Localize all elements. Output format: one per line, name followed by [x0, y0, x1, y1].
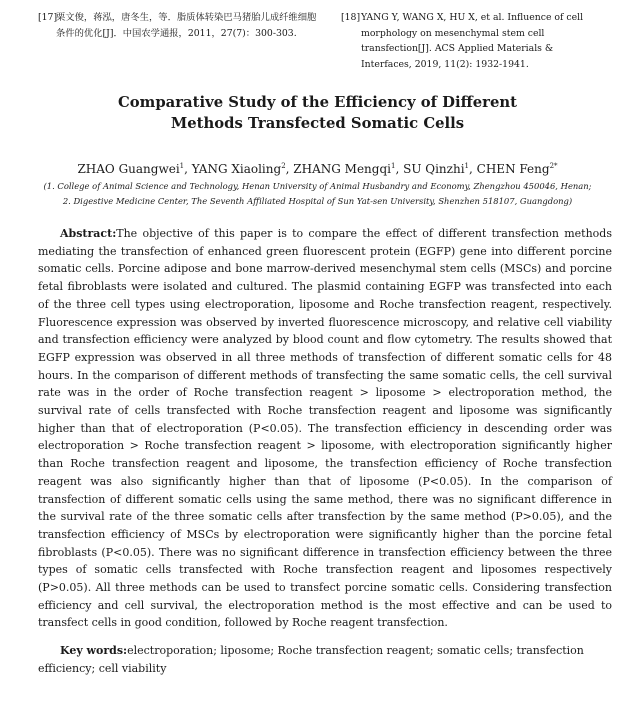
- keywords-label: Key words:: [60, 644, 128, 657]
- reference-number: [17]: [38, 12, 58, 23]
- author: ZHANG Mengqi$^1$: [293, 162, 396, 176]
- affiliation-1: (1. College of Animal Science and Technology, Henan University of Animal Husbandry and Economy, Zhengzhou 450046, Henan;: [43, 181, 592, 191]
- title-line-2: Methods Transfected Somatic Cells: [170, 115, 465, 132]
- author: YANG Xiaoling$^2$: [191, 162, 286, 176]
- reference-text: 栗文俊，蒋泓，唐冬生，等．脂质体转染巴马猪胎儿成纤维细胞条件的优化[J]．中国农学通报，2011，27(7)：300-303.: [56, 12, 317, 39]
- keywords-text: electroporation; liposome; Roche transfection reagent; somatic cells; transfection efficiency; cell viability: [38, 644, 584, 675]
- abstract-label: Abstract:: [60, 227, 117, 240]
- title-line-1: Comparative Study of the Efficiency of Different: [118, 94, 517, 111]
- affiliation-2: 2. Digestive Medicine Center, The Seventh Affiliated Hospital of Sun Yat-sen University, Shenzhen 518107, Guangdong): [62, 196, 573, 206]
- reference-18: [341, 10, 603, 72]
- reference-text: YANG Y, WANG X, HU X, et al. Influence of cell morphology on mesenchymal stem cell transfection[J]. ACS Applied Materials & Interfaces, 2019, 11(2): 1932-1941.: [361, 12, 584, 70]
- paper-title: [0, 92, 635, 134]
- reference-list: [0, 10, 635, 70]
- author: ZHAO Guangwei$^1$: [77, 162, 185, 176]
- keywords: [38, 642, 612, 677]
- reference-number: [18]: [341, 12, 361, 23]
- author: SU Qinzhi$^1$: [403, 162, 470, 176]
- abstract: [38, 225, 612, 632]
- abstract-text: The objective of this paper is to compare the effect of different transfection methods mediating the transfection of enhanced green fluorescent protein (EGFP) gene into different porcine somatic cells. Porcine adipose and bone marrow-derived mesenchymal stem cells (MSCs) and porcine fetal fibroblasts were isolated and cultured. The plasmid containing EGFP was transfected into each of the three cell types using electroporation, liposome and Roche transfection reagent, respectively. Fluorescence expression was observed by inverted fluorescence microscopy, and relative cell viability and transfection efficiency were analyzed by blood count and flow cytometry. The results showed that EGFP expression was observed in all three methods of transfection of different somatic cells for 48 hours. In the comparison of different methods of transfecting the same somatic cells, the cell survival rate was in the order of Roche transfection reagent > liposome > electroporation method, the survival rate of cells transfected with Roche transfection reagent and liposome was significantly higher than that of electroporation (P<0.05). The transfection efficiency in descending order was electroporation > Roche transfection reagent > liposome, with electroporation significantly higher than Roche transfection reagent and liposome, the transfection efficiency of Roche transfection reagent was also significantly higher than that of liposome (P<0.05). In the comparison of transfection of different somatic cells using the same method, there was no significant difference in the survival rate of the three somatic cells after transfection by the same method (P>0.05), and the transfection efficiency of MSCs by electroporation were significantly higher than the porcine fetal fibroblasts (P<0.05). There was no significant difference in transfection efficiency between the three types of somatic cells transfected with Roche transfection reagent and liposomes respectively (P>0.05). All three methods can be used to transfect porcine somatic cells. Considering transfection efficiency and cell survival, the electroporation method is the most effective and can be used to transfect cells in good condition, followed by Roche reagent transfection.: [38, 227, 612, 630]
- author: CHEN Feng$^{2*}$: [476, 162, 558, 176]
- affiliations: [0, 179, 635, 209]
- reference-17: [38, 10, 318, 41]
- author-list: ZHAO Guangwei$^1$, YANG Xiaoling$^2$, ZHANG Mengqi$^1$, SU Qinzhi$^1$, CHEN Feng$^{2*}$: [77, 162, 558, 176]
